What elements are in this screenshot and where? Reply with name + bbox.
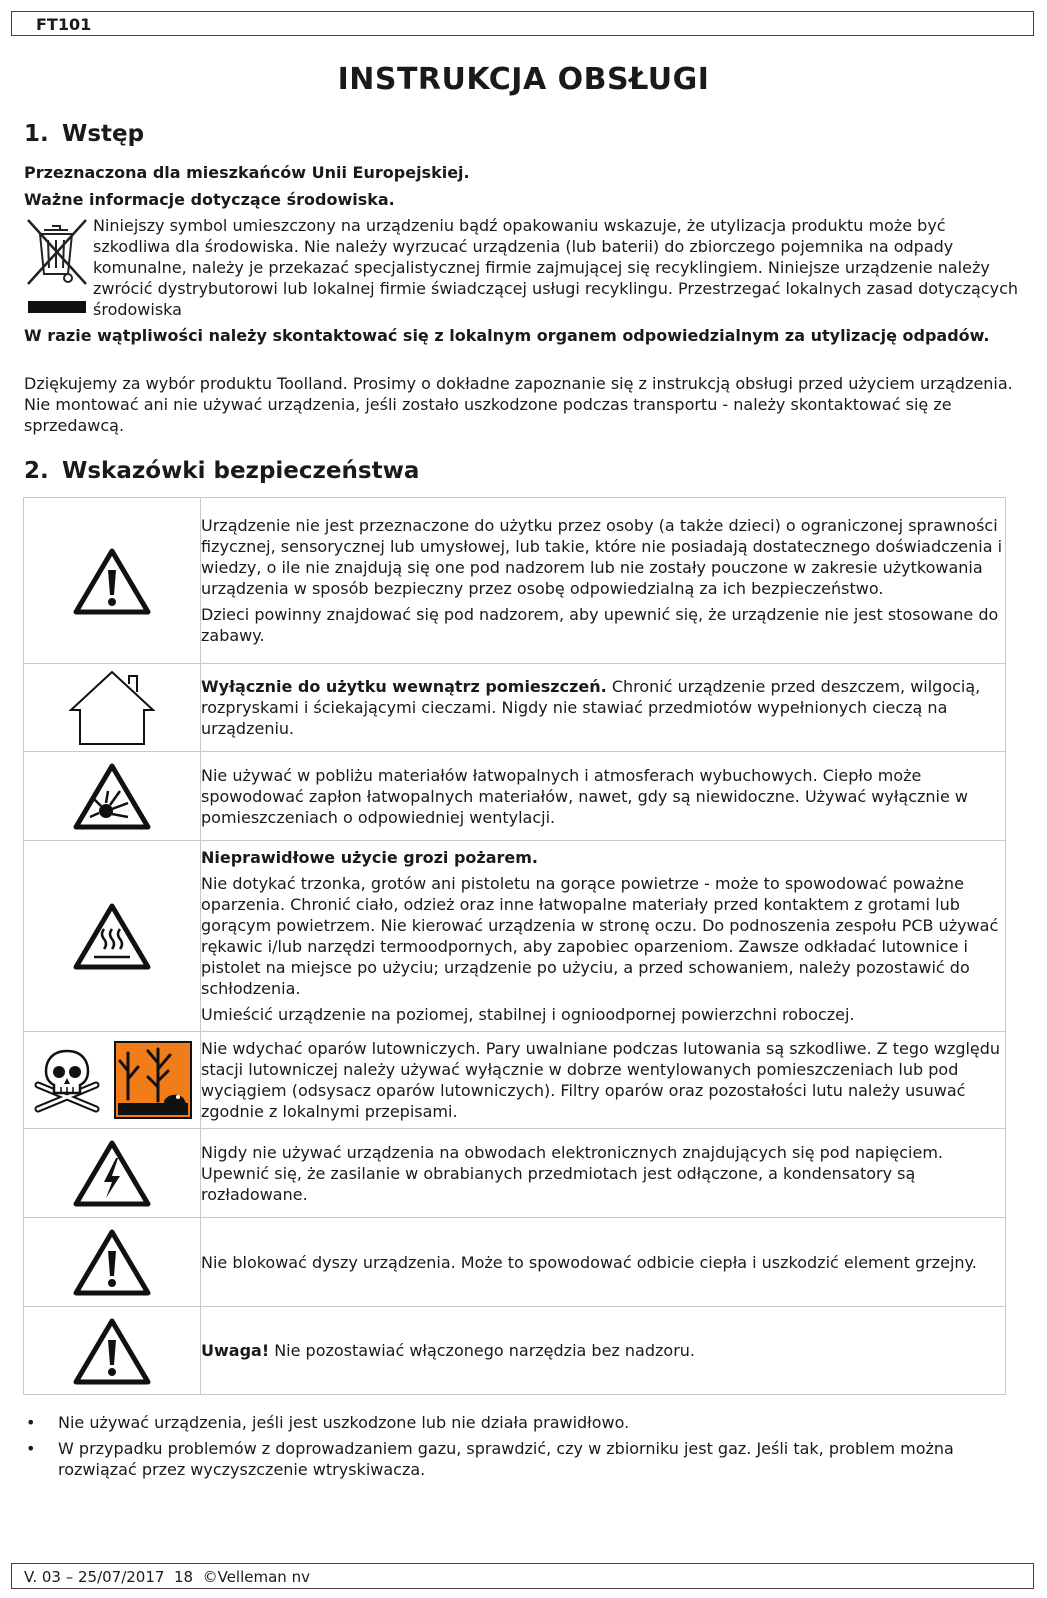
safety-text-paragraph <box>201 1340 1005 1361</box>
model-label: FT101 <box>36 15 92 34</box>
safety-text-paragraph <box>201 676 1005 739</box>
safety-text-paragraph: Nie wdychać oparów lutowniczych. Pary uwalniane podczas lutowania są szkodliwe. Z tego względu stacji lutowniczej należy używać wyłącznie w dobrze wentylowanych pomieszczeniach lub pod wyciągiem (odsysacz oparów lutowniczych). Filtry oparów oraz pozostałości lutu należy usuwać zgodnie z lokalnymi przepisami. <box>201 1039 1001 1121</box>
safety-text-paragraph: Umieścić urządzenie na poziomej, stabilnej i ognioodpornej powierzchni roboczej. <box>201 1005 855 1024</box>
safety-text-paragraph: Nie dotykać trzonka, grotów ani pistoletu na gorące powietrze - może to spowodować poważne oparzenia. Chronić ciało, odzież oraz inne łatwopalne materiały przed kontaktem z grotami lub gorącym powietrzem. Nie kierować urządzenia w stronę oczu. Do podnoszenia zespołu PCB używać rękawic i/lub narzędzi termoodpornych, aby zapobiec oparzeniom. Zawsze odkładać lutownice i pistolet na miejsce po użyciu; urządzenie po użyciu, a przed schowaniem, należy pozostawić do schłodzenia. <box>201 874 999 998</box>
safety-text-paragraph: Nie blokować dyszy urządzenia. Może to spowodować odbicie ciepła i uszkodzić element grzejny. <box>201 1252 977 1272</box>
safety-text-bold: Nieprawidłowe użycie grozi pożarem. <box>201 848 538 867</box>
page-header <box>11 11 1034 36</box>
doubt-contact-text: W razie wątpliwości należy skontaktować się z lokalnym organem odpowiedzialnym za utylizację odpadów. <box>24 326 990 345</box>
safety-row <box>24 1218 1006 1307</box>
section-1-title: Wstęp <box>62 121 145 147</box>
safety-row-icon-cell <box>24 664 201 752</box>
thank-you-text: Dziękujemy za wybór produktu Toolland. Prosimy o dokładne zapoznanie się z instrukcją obsługi przed użyciem urządzenia. Nie montować ani nie używać urządzenia, jeśli zostało uszkodzone podczas transportu - należy skontaktować się ze sprzedawcą. <box>24 374 1013 435</box>
weee-black-bar <box>28 301 86 313</box>
safety-row-icon-cell <box>24 841 201 1032</box>
environment-line: Ważne informacje dotyczące środowiska. <box>24 190 395 209</box>
safety-row <box>24 498 1006 664</box>
safety-text-bold: Wyłącznie do użytku wewnątrz pomieszczeń. <box>201 677 607 696</box>
safety-text-paragraph: Urządzenie nie jest przeznaczone do użytku przez osoby (a także dzieci) o ograniczonej sprawności fizycznej, sensorycznej lub umysłowej, lub takie, które nie posiadają dostatecznego doświadczenia i wiedzy, o ile nie znajdują się one pod nadzorem lub nie zostały pouczone w zakresie użytkowania urządzenia w sposób bezpieczny przez osobę odpowiedzialną za ich bezpieczeństwo. <box>201 516 1003 598</box>
safety-row-text <box>201 664 1006 752</box>
list-item <box>24 1412 1014 1433</box>
bullet-dot: • <box>26 1413 36 1432</box>
safety-text-paragraph: Nie używać w pobliżu materiałów łatwopalnych i atmosferach wybuchowych. Ciepło może spowodować zapłon łatwopalnych materiałów, nawet, gdy są niewidoczne. Używać wyłącznie w pomieszczeniach o odpowiedniej wentylacji. <box>201 765 968 827</box>
section-2-title: Wskazówki bezpieczeństwa <box>62 458 420 484</box>
environment-hazard-icon <box>114 1041 192 1119</box>
safety-row-icon-cell <box>24 1218 201 1307</box>
electric-shock-icon <box>72 1138 152 1208</box>
safety-row-text <box>201 1032 1006 1129</box>
skull-crossbones-icon <box>32 1045 102 1115</box>
safety-row-text <box>201 498 1006 664</box>
safety-row-text <box>201 841 1006 1032</box>
safety-row-text <box>201 1129 1006 1218</box>
safety-text-paragraph: Dzieci powinny znajdować się pod nadzorem, aby upewnić się, że urządzenie nie jest stosowane do zabawy. <box>201 605 999 645</box>
safety-row <box>24 1307 1006 1395</box>
safety-row-text <box>201 1307 1006 1395</box>
safety-row <box>24 664 1006 752</box>
safety-row-icon-cell <box>24 1129 201 1218</box>
safety-row <box>24 752 1006 841</box>
indoor-house-icon <box>67 668 157 748</box>
page-title: INSTRUKCJA OBSŁUGI <box>337 62 710 97</box>
safety-row <box>24 1032 1006 1129</box>
safety-row-text <box>201 1218 1006 1307</box>
warning-icon <box>72 1227 152 1297</box>
safety-text-bold: Uwaga! <box>201 1341 270 1360</box>
warning-icon <box>72 546 152 616</box>
eu-residents-line: Przeznaczona dla mieszkańców Unii Europejskiej. <box>24 163 470 182</box>
list-item <box>24 1438 1014 1480</box>
safety-row-icon-cell <box>24 1307 201 1395</box>
hot-surface-icon <box>72 901 152 971</box>
bullet-list <box>24 1412 1014 1485</box>
safety-text-body: Chronić urządzenie przed deszczem, wilgocią, rozpryskami i ściekającymi cieczami. Nigdy nie stawiać przedmiotów wypełnionych cieczą na urządzeniu. <box>201 677 981 738</box>
safety-table <box>23 497 1006 1395</box>
explosive-icon <box>72 761 152 831</box>
safety-text-body: Nie pozostawiać włączonego narzędzia bez nadzoru. <box>269 1341 695 1360</box>
section-2-number: 2. <box>24 458 49 484</box>
section-1-number: 1. <box>24 121 49 147</box>
section-2-heading <box>24 458 419 484</box>
safety-row-icon-cell <box>24 1032 201 1129</box>
page-footer <box>11 1563 1034 1589</box>
safety-text-paragraph: Nigdy nie używać urządzenia na obwodach elektronicznych znajdujących się pod napięciem. Upewnić się, że zasilanie w obrabianych przedmiotach jest odłączone, a kondensatory są rozładowane. <box>201 1142 943 1204</box>
safety-row-icon-cell <box>24 752 201 841</box>
section-1-heading <box>24 121 144 147</box>
list-item-text: Nie używać urządzenia, jeśli jest uszkodzone lub nie działa prawidłowo. <box>58 1413 630 1432</box>
safety-row <box>24 1129 1006 1218</box>
weee-description: Niniejszy symbol umieszczony na urządzeniu bądź opakowaniu wskazuje, że utylizacja produktu może być szkodliwa dla środowiska. Nie należy wyrzucać urządzenia (lub baterii) do zbiorczego pojemnika na odpady komunalne, należy je przekazać specjalistycznej firmie zajmującej się recyklingiem. Niniejsze urządzenie należy zwrócić dystrybutorowi lub lokalnej firmie świadczącej usługi recyklingu. Przestrzegać lokalnych zasad dotyczących środowiska <box>93 216 1019 319</box>
footer-version-text: V. 03 – 25/07/2017 18 ©Velleman nv <box>24 1568 310 1586</box>
weee-bin-icon <box>24 216 90 288</box>
warning-icon <box>72 1316 152 1386</box>
list-item-text: W przypadku problemów z doprowadzaniem gazu, sprawdzić, czy w zbiorniku jest gaz. Jeśli tak, problem można rozwiązać przez wyczyszczenie wtryskiwacza. <box>58 1439 954 1479</box>
bullet-dot: • <box>26 1439 36 1458</box>
safety-row <box>24 841 1006 1032</box>
safety-row-icon-cell <box>24 498 201 664</box>
safety-row-text <box>201 752 1006 841</box>
